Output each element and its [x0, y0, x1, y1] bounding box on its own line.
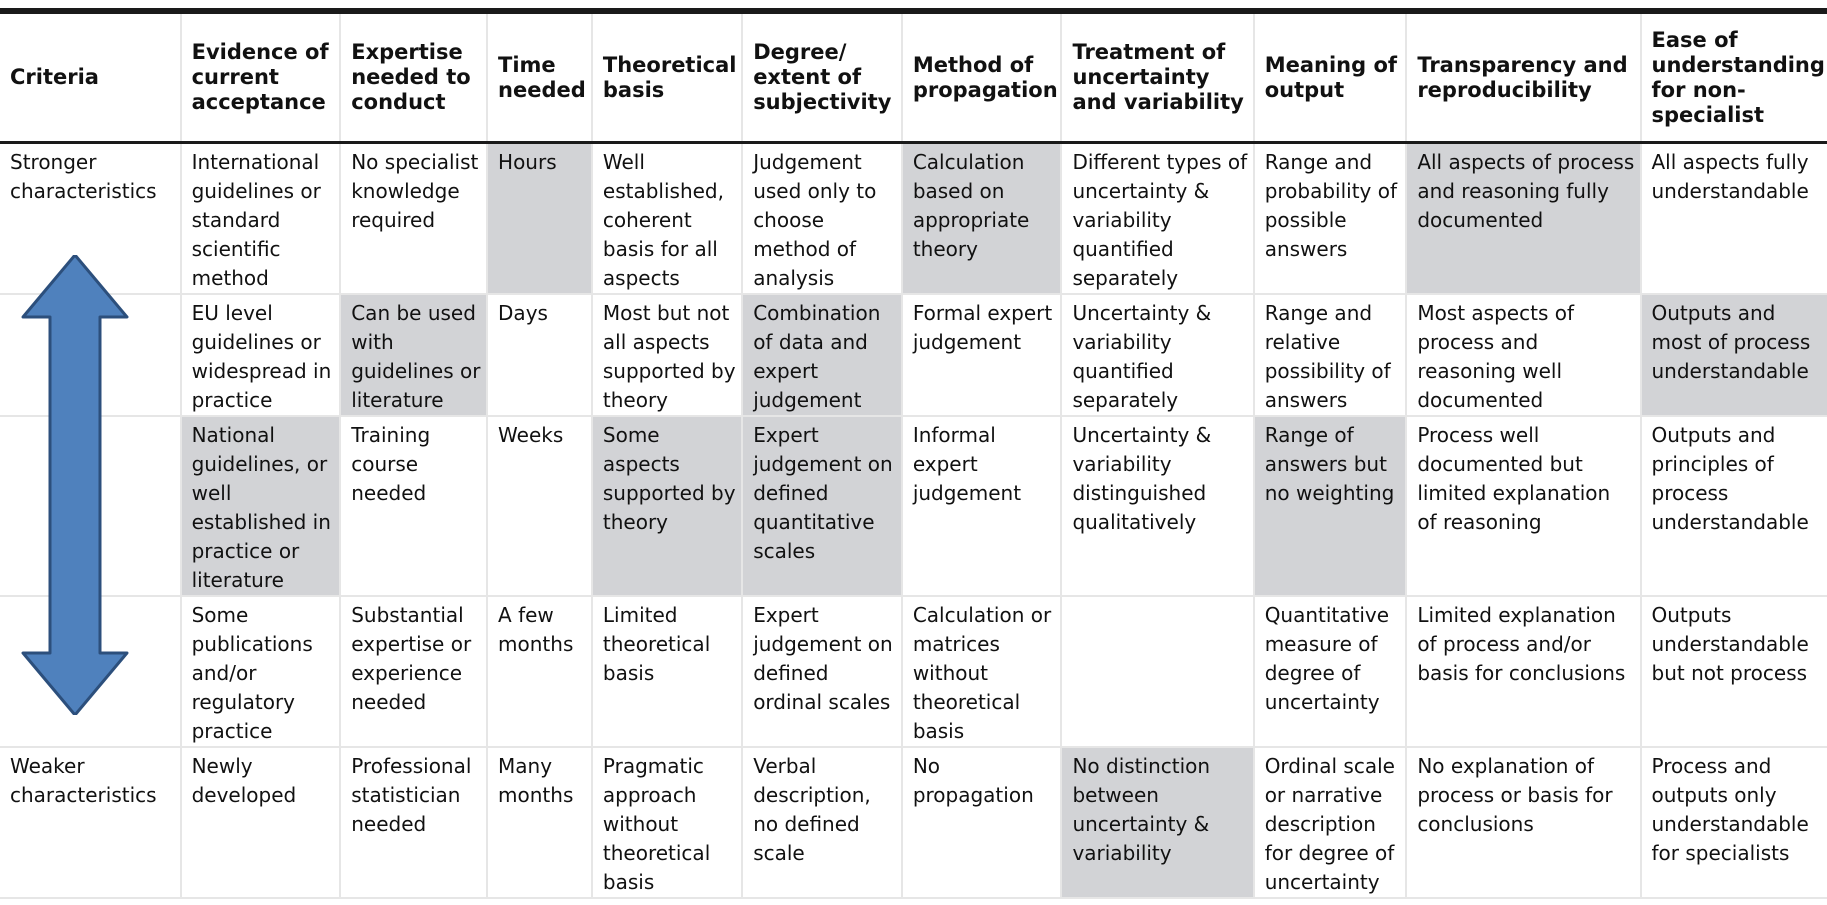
cell-transparency: All aspects of process and reasoning fully documented	[1406, 143, 1640, 295]
cell-ease-of-understanding: Outputs and principles of process understandable	[1641, 416, 1827, 596]
cell-propagation: Calculation based on appropriate theory	[902, 143, 1062, 295]
double-arrow-icon	[20, 255, 130, 715]
cell-transparency: Process well documented but limited explanation of reasoning	[1406, 416, 1640, 596]
cell-uncertainty-treatment	[1061, 596, 1253, 747]
cell-meaning-of-output: Range and probability of possible answers	[1254, 143, 1407, 295]
cell-evidence: Some publications and/or regulatory practice	[181, 596, 341, 747]
cell-subjectivity: Combination of data and expert judgement	[742, 294, 902, 416]
header-ease-of-understanding: Ease of understanding for non-specialist	[1641, 14, 1827, 143]
cell-ease-of-understanding: Outputs understandable but not process	[1641, 596, 1827, 747]
cell-ease-of-understanding: All aspects fully understandable	[1641, 143, 1827, 295]
cell-theoretical-basis: Most but not all aspects supported by theory	[592, 294, 742, 416]
cell-uncertainty-treatment: Different types of uncertainty & variability quantified separately	[1061, 143, 1253, 295]
header-theoretical-basis: Theoretical basis	[592, 14, 742, 143]
header-expertise: Expertise needed to conduct	[340, 14, 487, 143]
cell-evidence: National guidelines, or well established in practice or literature	[181, 416, 341, 596]
cell-theoretical-basis: Well established, coherent basis for all aspects	[592, 143, 742, 295]
cell-expertise: No specialist knowledge required	[340, 143, 487, 295]
header-propagation: Method of propagation	[902, 14, 1062, 143]
cell-subjectivity: Verbal description, no defined scale	[742, 747, 902, 898]
cell-propagation: No propagation	[902, 747, 1062, 898]
row-label: Stronger characteristics	[0, 143, 181, 295]
cell-uncertainty-treatment: No distinction between uncertainty & variability	[1061, 747, 1253, 898]
cell-expertise: Professional statistician needed	[340, 747, 487, 898]
level-3-row	[0, 416, 1827, 596]
cell-uncertainty-treatment: Uncertainty & variability distinguished qualitatively	[1061, 416, 1253, 596]
cell-propagation: Formal expert judgement	[902, 294, 1062, 416]
cell-time: Weeks	[487, 416, 592, 596]
cell-transparency: No explanation of process or basis for conclusions	[1406, 747, 1640, 898]
header-uncertainty-treatment: Treatment of uncertainty and variability	[1061, 14, 1253, 143]
cell-subjectivity: Judgement used only to choose method of analysis	[742, 143, 902, 295]
level-2-row	[0, 294, 1827, 416]
cell-expertise: Can be used with guidelines or literature	[340, 294, 487, 416]
cell-evidence: International guidelines or standard scientific method	[181, 143, 341, 295]
cell-time: Many months	[487, 747, 592, 898]
cell-transparency: Limited explanation of process and/or basis for conclusions	[1406, 596, 1640, 747]
header-row	[0, 14, 1827, 143]
cell-ease-of-understanding: Outputs and most of process understandable	[1641, 294, 1827, 416]
cell-uncertainty-treatment: Uncertainty & variability quantified separately	[1061, 294, 1253, 416]
cell-meaning-of-output: Ordinal scale or narrative description for degree of uncertainty	[1254, 747, 1407, 898]
cell-meaning-of-output: Range and relative possibility of answers	[1254, 294, 1407, 416]
cell-meaning-of-output: Range of answers but no weighting	[1254, 416, 1407, 596]
header-transparency: Transparency and reproducibility	[1406, 14, 1640, 143]
double-arrow-shape	[23, 255, 127, 715]
header-subjectivity: Degree/ extent of subjectivity	[742, 14, 902, 143]
cell-theoretical-basis: Pragmatic approach without theoretical basis	[592, 747, 742, 898]
cell-theoretical-basis: Limited theoretical basis	[592, 596, 742, 747]
header-meaning-of-output: Meaning of output	[1254, 14, 1407, 143]
header-time: Time needed	[487, 14, 592, 143]
cell-evidence: EU level guidelines or widespread in practice	[181, 294, 341, 416]
cell-propagation: Calculation or matrices without theoretical basis	[902, 596, 1062, 747]
level-4-row	[0, 596, 1827, 747]
header-evidence: Evidence of current acceptance	[181, 14, 341, 143]
cell-meaning-of-output: Quantitative measure of degree of uncertainty	[1254, 596, 1407, 747]
cell-subjectivity: Expert judgement on defined ordinal scales	[742, 596, 902, 747]
cell-subjectivity: Expert judgement on defined quantitative scales	[742, 416, 902, 596]
weaker-row	[0, 747, 1827, 898]
cell-time: A few months	[487, 596, 592, 747]
cell-propagation: Informal expert judgement	[902, 416, 1062, 596]
cell-theoretical-basis: Some aspects supported by theory	[592, 416, 742, 596]
cell-expertise: Training course needed	[340, 416, 487, 596]
stronger-row	[0, 143, 1827, 295]
cell-evidence: Newly developed	[181, 747, 341, 898]
table-body	[0, 143, 1827, 899]
cell-time: Days	[487, 294, 592, 416]
row-label: Weaker characteristics	[0, 747, 181, 898]
criteria-table	[0, 14, 1827, 899]
cell-time: Hours	[487, 143, 592, 295]
cell-transparency: Most aspects of process and reasoning well documented	[1406, 294, 1640, 416]
cell-ease-of-understanding: Process and outputs only understandable for specialists	[1641, 747, 1827, 898]
header-criteria: Criteria	[0, 14, 181, 143]
cell-expertise: Substantial expertise or experience needed	[340, 596, 487, 747]
